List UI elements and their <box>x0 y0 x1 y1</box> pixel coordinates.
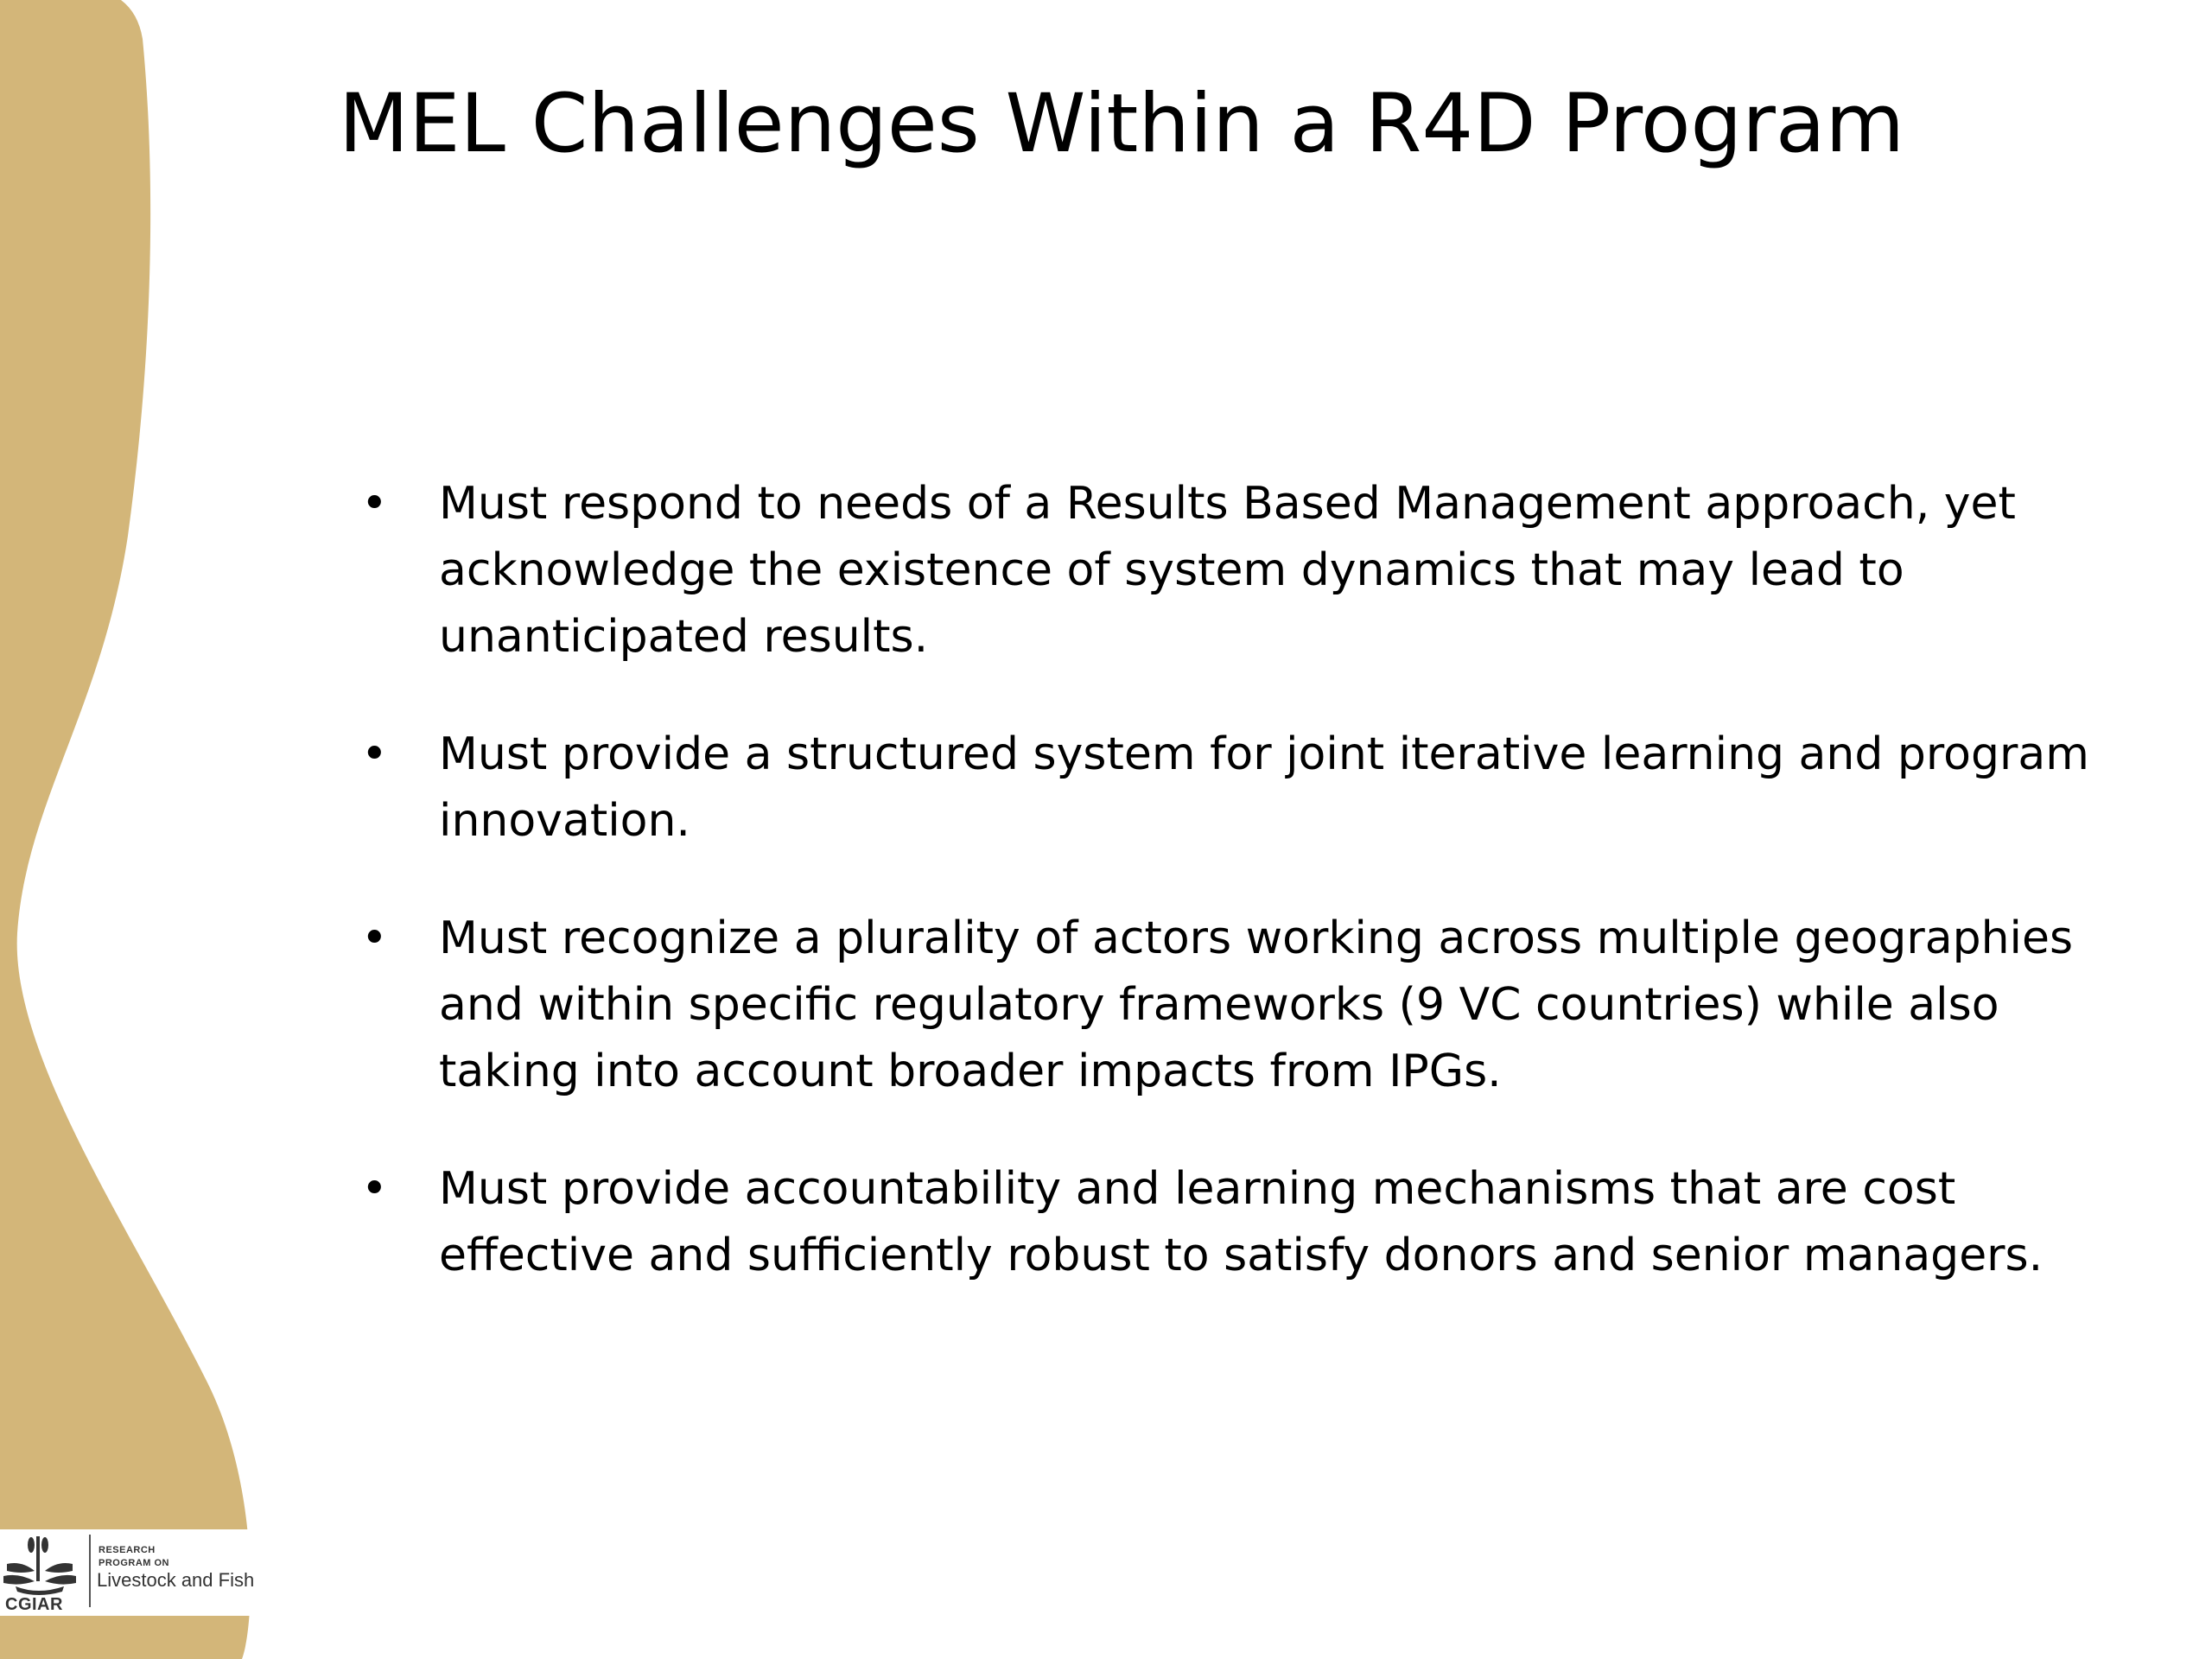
bullet-text: Must recognize a plurality of actors working across multiple geographies and within specific regulatory frameworks (9 VC countries) while also taking into account broader impacts from IPGs. <box>439 912 2074 1097</box>
bullet-item <box>346 721 2117 855</box>
slide-title: MEL Challenges Within a R4D Program <box>339 77 1905 171</box>
bullet-icon: • <box>361 912 388 964</box>
logo-line-program: PROGRAM ON <box>99 1558 169 1568</box>
bullet-item <box>346 1156 2117 1289</box>
bullet-text: Must provide a structured system for joint iterative learning and program innovation. <box>439 728 2089 847</box>
bullet-icon: • <box>361 1163 388 1215</box>
bullet-icon: • <box>361 478 388 530</box>
logo-org-name: CGIAR <box>5 1595 63 1614</box>
cgiar-logo <box>0 1529 259 1616</box>
bullet-list <box>346 471 2117 1340</box>
logo-program-name: Livestock and Fish <box>97 1569 255 1591</box>
bullet-icon: • <box>361 728 388 780</box>
logo-divider <box>89 1535 91 1607</box>
bullet-item <box>346 906 2117 1105</box>
bullet-text: Must provide accountability and learning mechanisms that are cost effective and sufficiently robust to satisfy donors and senior managers. <box>439 1163 2044 1281</box>
logo-line-research: RESEARCH <box>99 1545 156 1555</box>
bullet-text: Must respond to needs of a Results Based Management approach, yet acknowledge the existence of system dynamics that may lead to unanticipated results. <box>439 478 2016 663</box>
bullet-item <box>346 471 2117 671</box>
